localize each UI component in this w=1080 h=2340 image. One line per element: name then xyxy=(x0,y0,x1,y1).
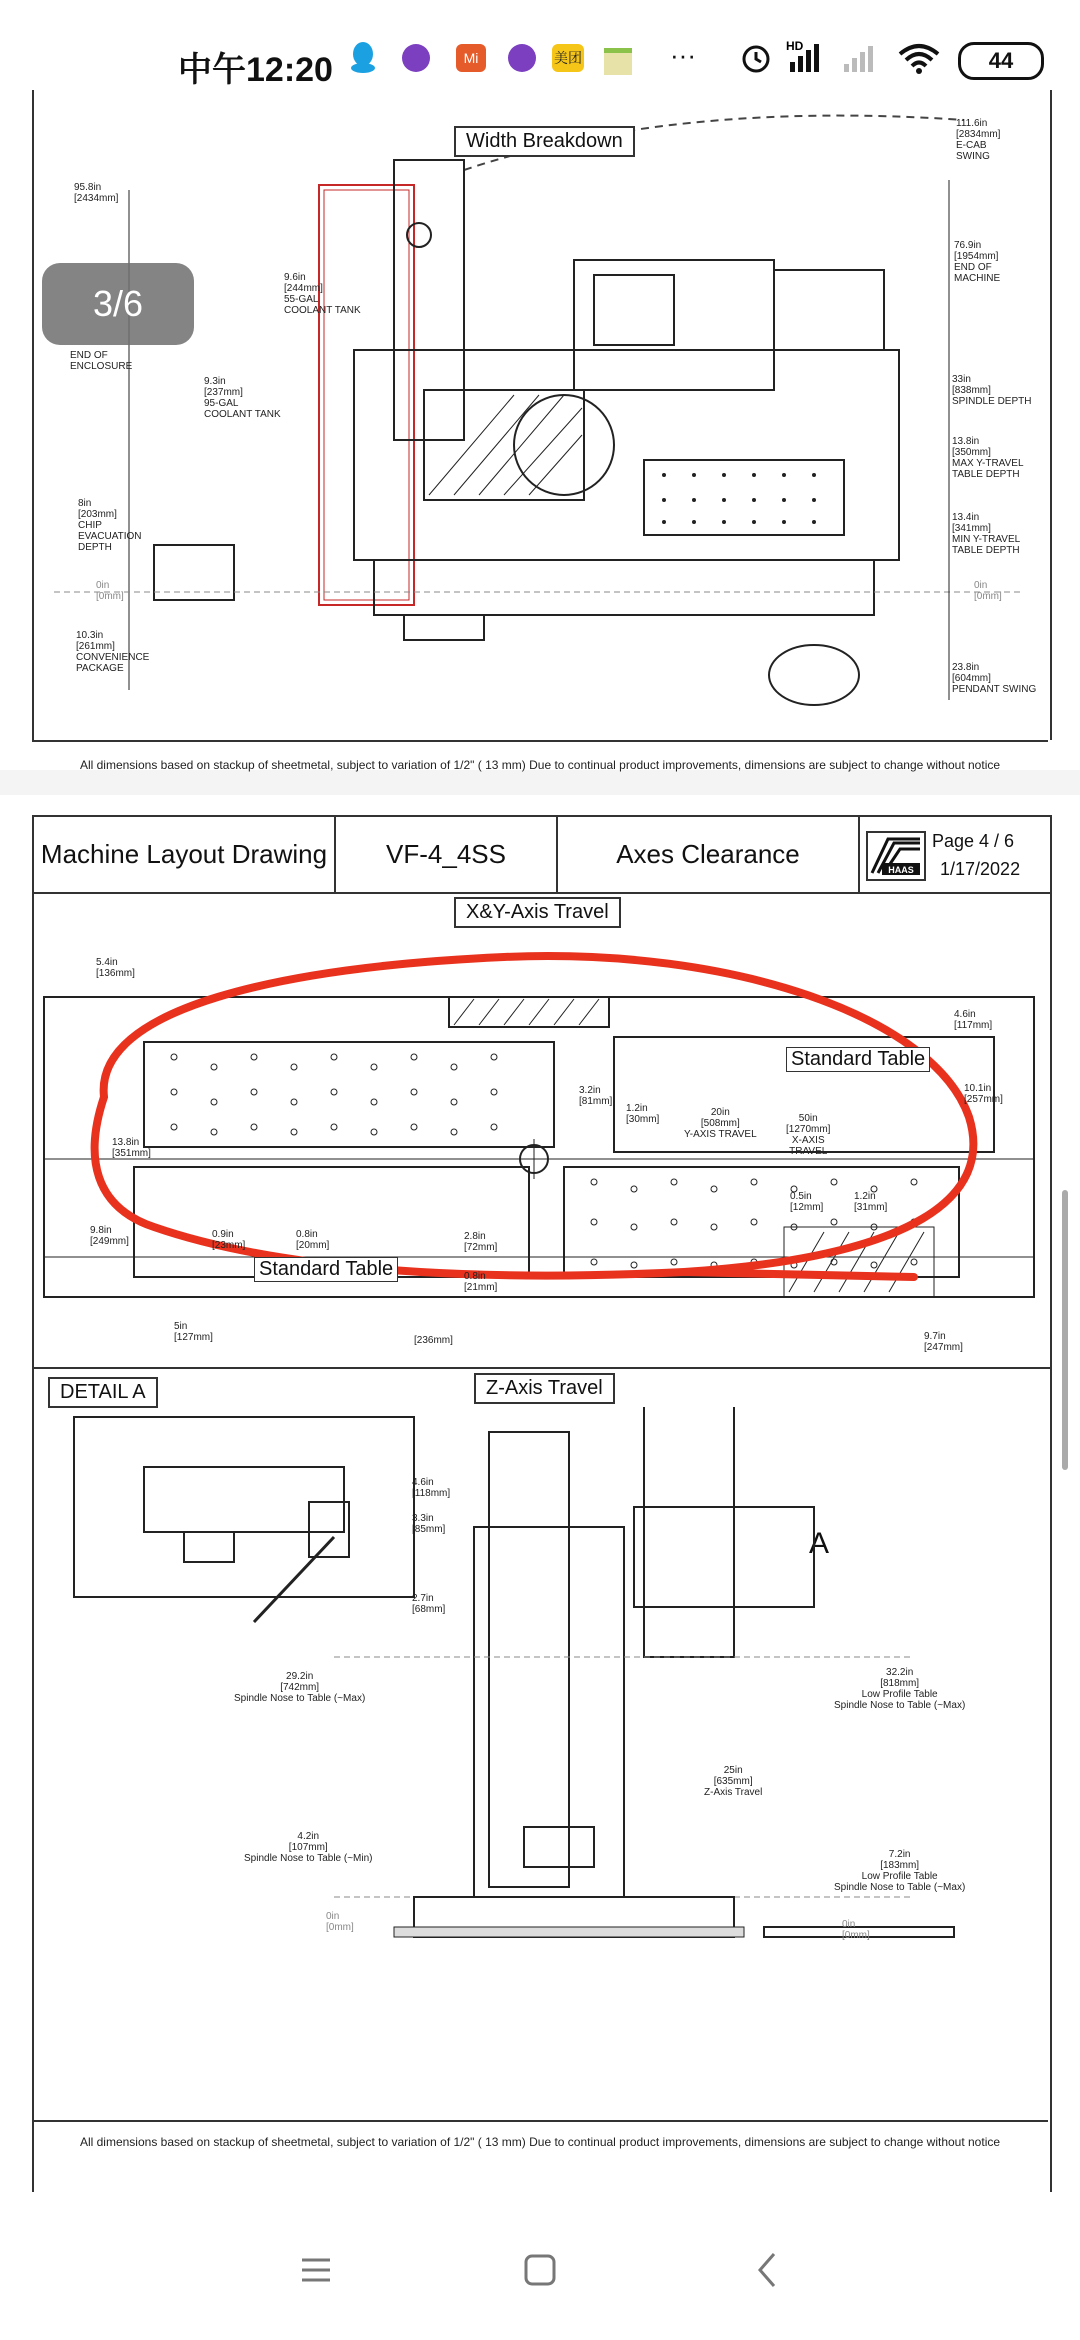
xy-dim-i: 0.5in [12mm] xyxy=(790,1191,824,1213)
width-breakdown-drawing xyxy=(34,90,1050,740)
document-page-4 xyxy=(0,795,1080,2200)
dim-pendant-swing: 23.8in [604mm] PENDANT SWING xyxy=(952,662,1037,695)
battery-icon: 44 xyxy=(958,42,1044,80)
page4-sheet xyxy=(32,815,1052,2192)
dim-zero-left: 0in [0mm] xyxy=(96,580,124,602)
z-travel-drawing xyxy=(34,1407,1050,2227)
detail-a-label: DETAIL A xyxy=(48,1377,158,1408)
status-time: 中午12:20 xyxy=(178,51,333,89)
page3-footnote: All dimensions based on stackup of sheetmetal, subject to variation of 1/2" ( 13 mm) Due to continual product improvements, dimensions are subject to change without notice xyxy=(79,758,1001,772)
haas-logo-text: HAAS xyxy=(888,865,914,875)
back-button[interactable] xyxy=(728,2230,808,2310)
width-breakdown-title: Width Breakdown xyxy=(454,126,635,157)
menu-icon xyxy=(276,2230,356,2310)
xy-dim-c: 10.1in [257mm] xyxy=(964,1083,1003,1105)
menu-button[interactable] xyxy=(276,2230,356,2310)
page4-header xyxy=(34,817,1050,894)
z-dim-a: 4.6in [118mm] xyxy=(412,1477,451,1499)
xy-dim-p: 5in [127mm] xyxy=(174,1321,213,1343)
back-chevron-icon xyxy=(728,2230,808,2310)
haas-logo xyxy=(866,831,926,881)
z-dim-zero-left: 0in [0mm] xyxy=(326,1911,354,1933)
home-button[interactable] xyxy=(500,2230,580,2310)
z-travel-title: Z-Axis Travel xyxy=(474,1373,615,1404)
xy-dim-j: 1.2in [31mm] xyxy=(854,1191,888,1213)
scrollbar-thumb[interactable] xyxy=(1062,1190,1068,1470)
app-icon-circle-2 xyxy=(508,44,536,72)
xy-travel-drawing xyxy=(34,927,1050,1327)
xy-dim-h: 13.8in [351mm] xyxy=(112,1137,151,1159)
dim-max-y-travel: 13.8in [350mm] MAX Y-TRAVEL TABLE DEPTH xyxy=(952,436,1024,480)
system-nav-bar xyxy=(0,2200,1080,2340)
xy-dim-y-travel: 20in [508mm] Y-AXIS TRAVEL xyxy=(684,1107,757,1140)
xy-dim-o: 0.8in [21mm] xyxy=(464,1271,498,1293)
app-icon-circle xyxy=(402,44,430,72)
xy-dim-n: 2.8in [72mm] xyxy=(464,1231,498,1253)
header-model: VF-4_4SS xyxy=(336,817,558,892)
status-bar xyxy=(0,0,1080,90)
xy-travel-title: X&Y-Axis Travel xyxy=(454,897,621,928)
xy-dim-d: 3.2in [81mm] xyxy=(579,1085,613,1107)
dim-convenience-package: 10.3in [261mm] CONVENIENCE PACKAGE xyxy=(76,630,150,674)
dim-zero-right: 0in [0mm] xyxy=(974,580,1002,602)
z-dim-b: 3.3in [85mm] xyxy=(412,1513,446,1535)
dim-chip-evacuation: 8in [203mm] CHIP EVACUATION DEPTH xyxy=(78,498,142,553)
home-square-icon xyxy=(500,2230,580,2310)
dim-min-y-travel: 13.4in [341mm] MIN Y-TRAVEL TABLE DEPTH xyxy=(952,512,1021,556)
xy-dim-r: 9.7in [247mm] xyxy=(924,1331,963,1353)
signal-icon xyxy=(786,38,828,81)
xy-dim-q: [236mm] xyxy=(414,1335,453,1346)
xy-dim-l: 0.9in [23mm] xyxy=(212,1229,246,1251)
wifi-icon xyxy=(896,42,942,79)
mi-app-icon: Mi xyxy=(456,44,486,72)
dim-55gal-tank: 9.6in [244mm] 55-GAL COOLANT TANK xyxy=(284,272,361,316)
dim-95gal-tank: 9.3in [237mm] 95-GAL COOLANT TANK xyxy=(204,376,281,420)
header-page-number: Page 4 / 6 xyxy=(932,831,1015,851)
document-page-3 xyxy=(0,90,1080,770)
network-hd-label: HD xyxy=(786,39,804,53)
header-doc-title: Machine Layout Drawing xyxy=(34,817,336,892)
xy-dim-x-travel: 50in [1270mm] X-AXIS TRAVEL xyxy=(786,1113,831,1157)
z-dim-c: 2.7in [68mm] xyxy=(412,1593,446,1615)
alarm-icon xyxy=(740,42,772,79)
z-dim-z-travel: 25in [635mm] Z-Axis Travel xyxy=(704,1765,763,1798)
notes-icon xyxy=(604,48,632,75)
page3-sheet xyxy=(32,90,1052,740)
xy-dim-m: 0.8in [20mm] xyxy=(296,1229,330,1251)
z-dim-low-profile-max: 32.2in [818mm] Low Profile Table Spindle Nose to Table (~Max) xyxy=(834,1667,966,1711)
z-dim-zero-right: 0in [0mm] xyxy=(842,1919,870,1941)
dim-end-of-enclosure: END OF ENCLOSURE xyxy=(70,350,133,372)
xy-dim-k: 9.8in [249mm] xyxy=(90,1225,129,1247)
page4-footnote: All dimensions based on stackup of sheetmetal, subject to variation of 1/2" ( 13 mm) Due to continual product improvements, dimensions are subject to change without notice xyxy=(79,2135,1001,2149)
header-section: Axes Clearance xyxy=(558,817,860,892)
header-date: 1/17/2022 xyxy=(940,859,1021,879)
dim-spindle-depth: 33in [838mm] SPINDLE DEPTH xyxy=(952,374,1032,407)
dim-total-height: 95.8in [2434mm] xyxy=(74,182,119,204)
z-dim-spindle-max: 29.2in [742mm] Spindle Nose to Table (~Max) xyxy=(234,1671,366,1704)
more-icon: ··· xyxy=(670,40,696,70)
signal-icon-2 xyxy=(842,42,882,79)
detail-a-marker: A xyxy=(809,1527,830,1560)
z-dim-low-profile-min: 7.2in [183mm] Low Profile Table Spindle Nose to Table (~Max) xyxy=(834,1849,966,1893)
z-dim-spindle-min: 4.2in [107mm] Spindle Nose to Table (~Min) xyxy=(244,1831,373,1864)
dim-ecab-swing: 111.6in [2834mm] E-CAB SWING xyxy=(956,118,1001,162)
xy-dim-a: 5.4in [136mm] xyxy=(96,957,135,979)
meituan-app-icon: 美团 xyxy=(552,44,584,72)
standard-table-right-label: Standard Table xyxy=(786,1047,930,1072)
dim-end-of-machine: 76.9in [1954mm] END OF MACHINE xyxy=(954,240,1001,284)
xy-dim-e: 1.2in [30mm] xyxy=(626,1103,660,1125)
page-counter-overlay: 3/6 xyxy=(42,263,194,345)
qq-icon xyxy=(350,40,376,74)
xy-dim-b: 4.6in [117mm] xyxy=(954,1009,993,1031)
standard-table-left-label: Standard Table xyxy=(254,1257,398,1282)
